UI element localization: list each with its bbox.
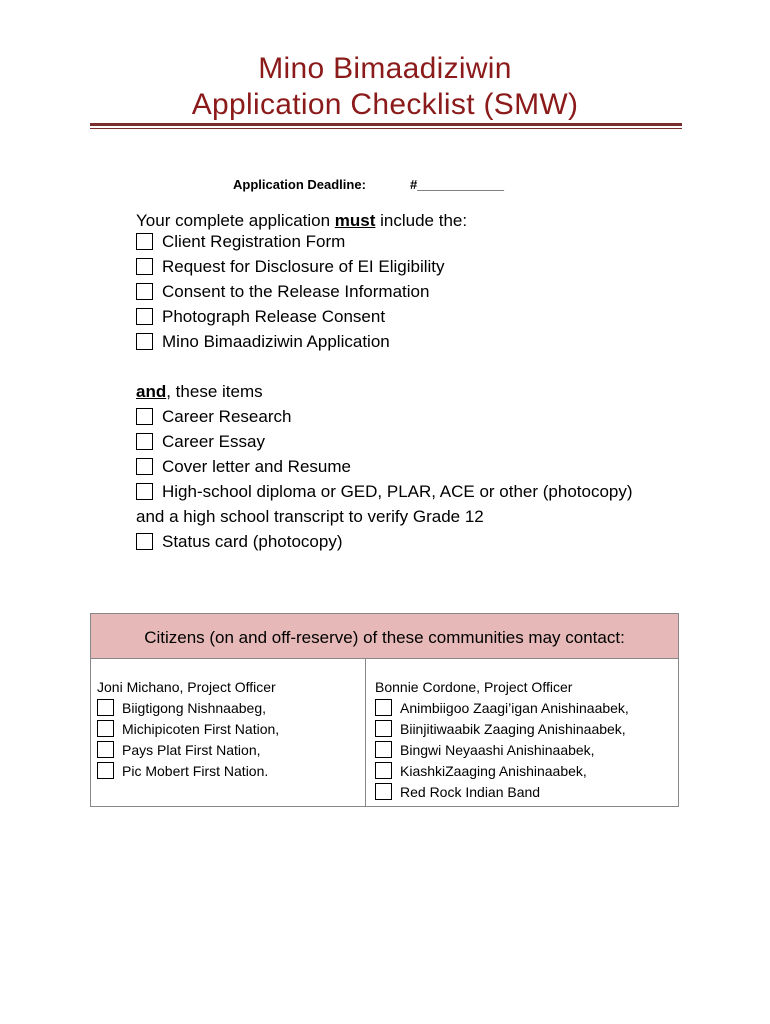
checklist-item-label: Consent to the Release Information	[162, 282, 430, 301]
checkbox[interactable]	[375, 783, 392, 800]
page-title-line2: Application Checklist (SMW)	[191, 88, 579, 121]
checkbox[interactable]	[136, 408, 153, 425]
checkbox[interactable]	[97, 741, 114, 758]
additional-intro-after: , these items	[166, 382, 263, 401]
checklist-item-label: Status card (photocopy)	[162, 532, 343, 551]
community-label: Red Rock Indian Band	[400, 784, 541, 800]
title-rule-thick	[90, 123, 682, 126]
checklist-item-label: Career Essay	[162, 432, 265, 451]
checkbox[interactable]	[97, 762, 114, 779]
checkbox[interactable]	[97, 720, 114, 737]
community-label: Pic Mobert First Nation.	[122, 763, 269, 779]
checklist-item-continuation: and a high school transcript to verify Grade 12	[136, 507, 484, 526]
deadline-label: Application Deadline:	[233, 177, 366, 192]
left-officer-name: Joni Michano, Project Officer	[97, 679, 276, 695]
checklist-item-label: Career Research	[162, 407, 292, 426]
contacts-heading: Citizens (on and off-reserve) of these communities may contact:	[91, 614, 678, 659]
checkbox[interactable]	[136, 533, 153, 550]
checklist-item	[136, 432, 265, 452]
checkbox[interactable]	[136, 433, 153, 450]
checkbox[interactable]	[136, 283, 153, 300]
checklist-item-label: High-school diploma or GED, PLAR, ACE or other (photocopy)	[162, 482, 633, 501]
checklist-item-label: Cover letter and Resume	[162, 457, 351, 476]
checklist-item	[136, 232, 345, 252]
community-item	[375, 698, 629, 718]
checklist-item-label: Request for Disclosure of EI Eligibility	[162, 257, 445, 276]
checklist-item-label: Client Registration Form	[162, 232, 346, 251]
checklist-item	[136, 307, 385, 327]
checklist-item	[136, 532, 342, 552]
community-label: KiashkiZaaging Anishinaabek,	[400, 763, 587, 779]
community-item	[97, 698, 266, 718]
checkbox[interactable]	[375, 741, 392, 758]
checkbox[interactable]	[136, 458, 153, 475]
community-label: Michipicoten First Nation,	[122, 721, 280, 737]
required-intro-after: include the:	[375, 211, 468, 230]
deadline-field[interactable]: #____________	[410, 177, 504, 192]
community-label: Animbiigoo Zaagi’igan Anishinaabek,	[400, 700, 629, 716]
community-item	[375, 761, 587, 781]
required-intro	[136, 211, 467, 231]
checklist-item	[136, 482, 633, 502]
community-item	[97, 761, 268, 781]
community-item	[97, 719, 279, 739]
community-item	[97, 740, 261, 760]
community-item	[375, 740, 595, 760]
checklist-item	[136, 257, 445, 277]
checklist-item	[136, 282, 429, 302]
title-rule-thin	[90, 128, 682, 129]
additional-intro	[136, 382, 263, 402]
checkbox[interactable]	[375, 762, 392, 779]
checkbox[interactable]	[136, 258, 153, 275]
checklist-item	[136, 457, 351, 477]
community-label: Biigtigong Nishnaabeg,	[122, 700, 266, 716]
community-label: Bingwi Neyaashi Anishinaabek,	[400, 742, 595, 758]
community-item	[375, 782, 540, 802]
required-intro-emphasis: must	[334, 211, 376, 230]
right-officer-name: Bonnie Cordone, Project Officer	[375, 679, 573, 695]
checkbox[interactable]	[136, 333, 153, 350]
checkbox[interactable]	[136, 308, 153, 325]
checkbox[interactable]	[136, 233, 153, 250]
contacts-table	[90, 613, 679, 807]
community-item	[375, 719, 626, 739]
community-label: Biinjitiwaabik Zaaging Anishinaabek,	[400, 721, 626, 737]
checkbox[interactable]	[97, 699, 114, 716]
required-intro-before: Your complete application	[136, 211, 335, 230]
checkbox[interactable]	[375, 699, 392, 716]
checklist-item-label: Mino Bimaadiziwin Application	[162, 332, 390, 351]
additional-intro-emphasis: and	[136, 382, 167, 401]
checklist-item-label: Photograph Release Consent	[162, 307, 386, 326]
checkbox[interactable]	[136, 483, 153, 500]
column-divider	[365, 659, 366, 807]
checklist-item	[136, 407, 291, 427]
page-title-line1: Mino Bimaadiziwin	[258, 52, 512, 85]
checkbox[interactable]	[375, 720, 392, 737]
checklist-item	[136, 332, 390, 352]
community-label: Pays Plat First Nation,	[122, 742, 261, 758]
